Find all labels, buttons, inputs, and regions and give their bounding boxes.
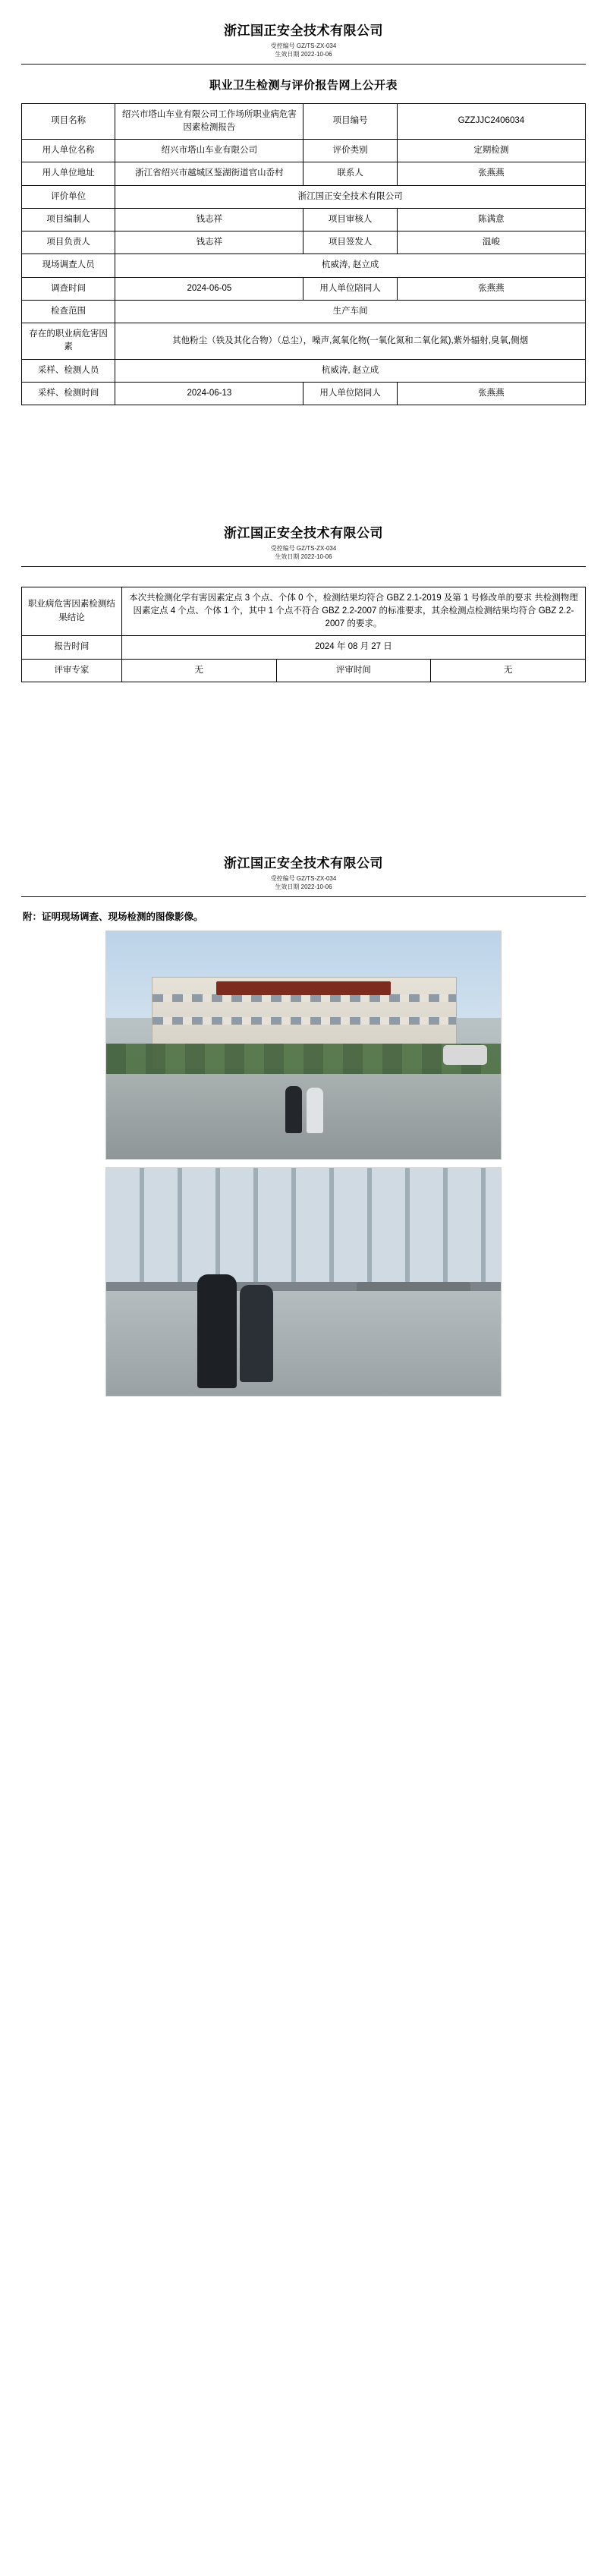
- row-label: 评价类别: [304, 140, 397, 162]
- row-value: 温峻: [397, 231, 585, 254]
- table-row: [22, 323, 586, 360]
- row-label: 采样、检测人员: [22, 359, 115, 382]
- row-label: 用人单位陪同人: [304, 277, 397, 300]
- doc-code: 受控编号 GZ/TS-ZX-034: [270, 545, 337, 553]
- window-wall: [106, 1168, 501, 1282]
- header-divider: [21, 64, 586, 65]
- public-disclosure-table: [21, 103, 586, 406]
- page-break-1: [0, 413, 607, 502]
- row-label: 联系人: [304, 162, 397, 185]
- site-survey-photo: [105, 931, 502, 1160]
- page-3: [0, 833, 607, 1457]
- row-label: 采样、检测时间: [22, 382, 115, 405]
- row-label: 职业病危害因素检测结果结论: [22, 587, 122, 636]
- row-value: 张燕燕: [397, 162, 585, 185]
- table-row: [22, 185, 586, 208]
- row-value: 钱志祥: [115, 208, 304, 231]
- row-value: 杭威涛, 赵立成: [115, 359, 586, 382]
- row-value: 无: [431, 659, 586, 682]
- table-row: [22, 587, 586, 636]
- row-label: 用人单位陪同人: [304, 382, 397, 405]
- table-row: [22, 208, 586, 231]
- person-figure: [240, 1285, 273, 1382]
- building-sign: [216, 981, 391, 995]
- row-label: 项目编号: [304, 103, 397, 140]
- row-value: 张燕燕: [397, 382, 585, 405]
- table-row: [22, 636, 586, 659]
- attachment-note: 附：证明现场调查、现场检测的图像影像。: [23, 911, 203, 922]
- effective-date: 生效日期 2022-10-06: [275, 883, 332, 890]
- row-label: 用人单位名称: [22, 140, 115, 162]
- table-row: [22, 659, 586, 682]
- table-row: [22, 162, 586, 185]
- table-row: [22, 382, 586, 405]
- person-figure: [197, 1274, 237, 1388]
- page-break-2: [0, 690, 607, 779]
- org-title: 浙江国正安全技术有限公司: [224, 24, 383, 38]
- row-label: 评审专家: [22, 659, 122, 682]
- row-value: 杭威涛, 赵立成: [115, 254, 586, 277]
- row-label: 项目编制人: [22, 208, 115, 231]
- row-value: 2024-06-13: [115, 382, 304, 405]
- row-value: 其他粉尘（铁及其化合物）（总尘），噪声,氮氧化物(一氧化氮和二氧化氮),紫外辐射,臭氧,侧烟: [115, 323, 586, 360]
- row-value: 陈满意: [397, 208, 585, 231]
- page-1: [0, 0, 607, 413]
- page-break-2b: [0, 779, 607, 833]
- page-2: [0, 502, 607, 690]
- header-divider: [21, 896, 586, 897]
- doc-code: 受控编号 GZ/TS-ZX-034: [270, 874, 337, 882]
- row-label: 检查范围: [22, 300, 115, 323]
- vehicle-shape: [443, 1045, 487, 1065]
- row-value: 定期检测: [397, 140, 585, 162]
- effective-date: 生效日期 2022-10-06: [275, 50, 332, 58]
- site-testing-photo: [105, 1167, 502, 1397]
- tree-row: [106, 1044, 501, 1077]
- row-label: 报告时间: [22, 636, 122, 659]
- row-value: 生产车间: [115, 300, 586, 323]
- table-row: [22, 254, 586, 277]
- row-value: 钱志祥: [115, 231, 304, 254]
- row-value: 浙江省绍兴市越城区鉴湖街道官山岙村: [115, 162, 304, 185]
- row-value: GZZJJC2406034: [397, 103, 585, 140]
- row-value: 无: [121, 659, 276, 682]
- row-value: 本次共检测化学有害因素定点 3 个点、个体 0 个，检测结果均符合 GBZ 2.1-2019 及第 1 号修改单的要求 共检测物理因素定点 4 个点、个体 1 个，其中 1 个点不符合 GBZ 2.2-2007 的标准要求，其余检测点检测结果均符合 GBZ 2.2-2007 的要求。: [121, 587, 585, 636]
- row-value: 2024 年 08 月 27 日: [121, 636, 585, 659]
- org-title: 浙江国正安全技术有限公司: [224, 855, 383, 871]
- row-label: 现场调查人员: [22, 254, 115, 277]
- row-label: 调查时间: [22, 277, 115, 300]
- person-figure: [307, 1088, 323, 1133]
- table-row: [22, 277, 586, 300]
- floor-area: [106, 1291, 501, 1396]
- table-row: [22, 103, 586, 140]
- row-value: 绍兴市塔山车业有限公司: [115, 140, 304, 162]
- row-label: 项目负责人: [22, 231, 115, 254]
- effective-date: 生效日期 2022-10-06: [275, 553, 332, 560]
- table-row: [22, 231, 586, 254]
- row-label: 用人单位地址: [22, 162, 115, 185]
- row-label: 项目审核人: [304, 208, 397, 231]
- row-label: 项目签发人: [304, 231, 397, 254]
- table-row: [22, 359, 586, 382]
- person-figure: [285, 1086, 302, 1133]
- bottom-gap: [21, 1397, 586, 1450]
- photo-gallery: [21, 931, 586, 1397]
- page-title: 职业卫生检测与评价报告网上公开表: [209, 78, 398, 92]
- table-row: [22, 140, 586, 162]
- row-label: 评审时间: [276, 659, 431, 682]
- ground-area: [106, 1074, 501, 1159]
- org-title: 浙江国正安全技术有限公司: [224, 526, 383, 541]
- top-gap: [21, 567, 586, 587]
- row-label: 项目名称: [22, 103, 115, 140]
- row-value: 2024-06-05: [115, 277, 304, 300]
- row-label: 存在的职业病危害因素: [22, 323, 115, 360]
- row-value: 绍兴市塔山车业有限公司工作场所职业病危害因素检测报告: [115, 103, 304, 140]
- row-value: 浙江国正安全技术有限公司: [115, 185, 586, 208]
- doc-code: 受控编号 GZ/TS-ZX-034: [270, 43, 337, 49]
- row-label: 评价单位: [22, 185, 115, 208]
- conclusion-table: [21, 587, 586, 682]
- table-row: [22, 300, 586, 323]
- row-value: 张燕燕: [397, 277, 585, 300]
